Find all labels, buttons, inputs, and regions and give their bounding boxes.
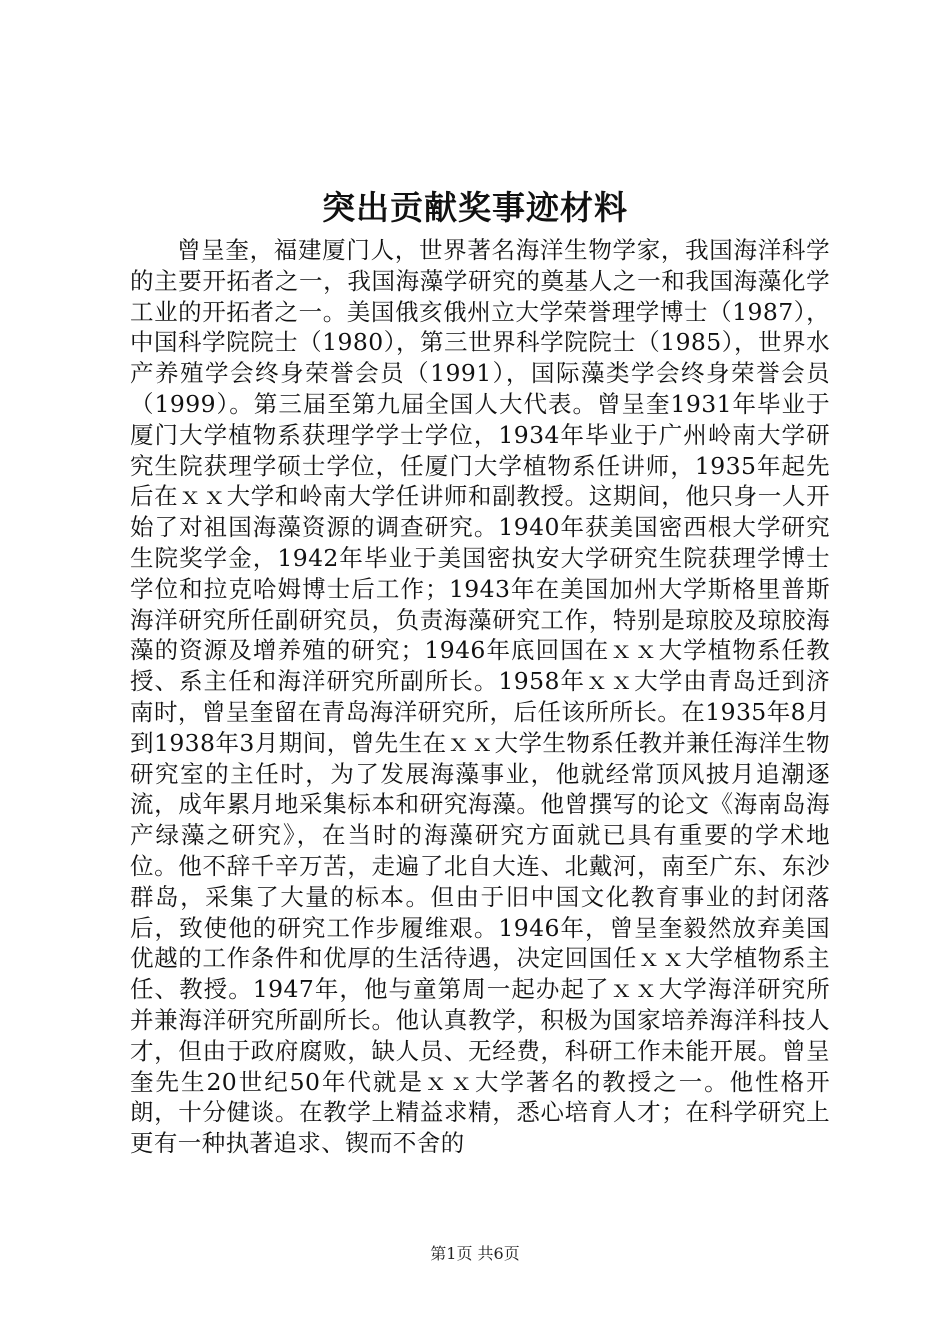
page-number: 第1页	[430, 1244, 473, 1263]
document-title: 突出贡献奖事迹材料	[322, 188, 628, 227]
page-total: 共6页	[477, 1244, 520, 1263]
page-footer	[0, 1244, 950, 1264]
body-paragraph: 曾呈奎，福建厦门人，世界著名海洋生物学家，我国海洋科学的主要开拓者之一，我国海藻学研究的奠基人之一和我国海藻化学工业的开拓者之一。美国俄亥俄州立大学荣誉理学博士（1987），中国科学院院士（1980），第三世界科学院院士（1985），世界水产养殖学会终身荣誉会员（1991），国际藻类学会终身荣誉会员（1999）。第三届至第九届全国人大代表。曾呈奎1931年毕业于厦门大学植物系获理学学士学位，1934年毕业于广州岭南大学研究生院获理学硕士学位，任厦门大学植物系任讲师，1935年起先后在ｘｘ大学和岭南大学任讲师和副教授。这期间，他只身一人开始了对祖国海藻资源的调查研究。1940年获美国密西根大学研究生院奖学金，1942年毕业于美国密执安大学研究生院获理学博士学位和拉克哈姆博士后工作；1943年在美国加州大学斯格里普斯海洋研究所任副研究员，负责海藻研究工作，特别是琼胶及琼胶海藻的资源及增养殖的研究；1946年底回国在ｘｘ大学植物系任教授、系主任和海洋研究所副所长。1958年ｘｘ大学由青岛迁到济南时，曾呈奎留在青岛海洋研究所，后任该所所长。在1935年8月到1938年3月期间，曾先生在ｘｘ大学生物系任教并兼任海洋生物研究室的主任时，为了发展海藻事业，他就经常顶风披月追潮逐流，成年累月地采集标本和研究海藻。他曾撰写的论文《海南岛海产绿藻之研究》，在当时的海藻研究方面就已具有重要的学术地位。他不辞千辛万苦，走遍了北自大连、北戴河，南至广东、东沙群岛，采集了大量的标本。但由于旧中国文化教育事业的封闭落后，致使他的研究工作步履维艰。1946年，曾呈奎毅然放弃美国优越的工作条件和优厚的生活待遇，决定回国任ｘｘ大学植物系主任、教授。1947年，他与童第周一起办起了ｘｘ大学海洋研究所并兼海洋研究所副所长。他认真教学，积极为国家培养海洋科技人才，但由于政府腐败，缺人员、无经费，科研工作未能开展。曾呈奎先生20世纪50年代就是ｘｘ大学著名的教授之一。他性格开朗，十分健谈。在教学上精益求精，悉心培育人才；在科学研究上更有一种执著追求、锲而不舍的	[130, 236, 830, 1158]
